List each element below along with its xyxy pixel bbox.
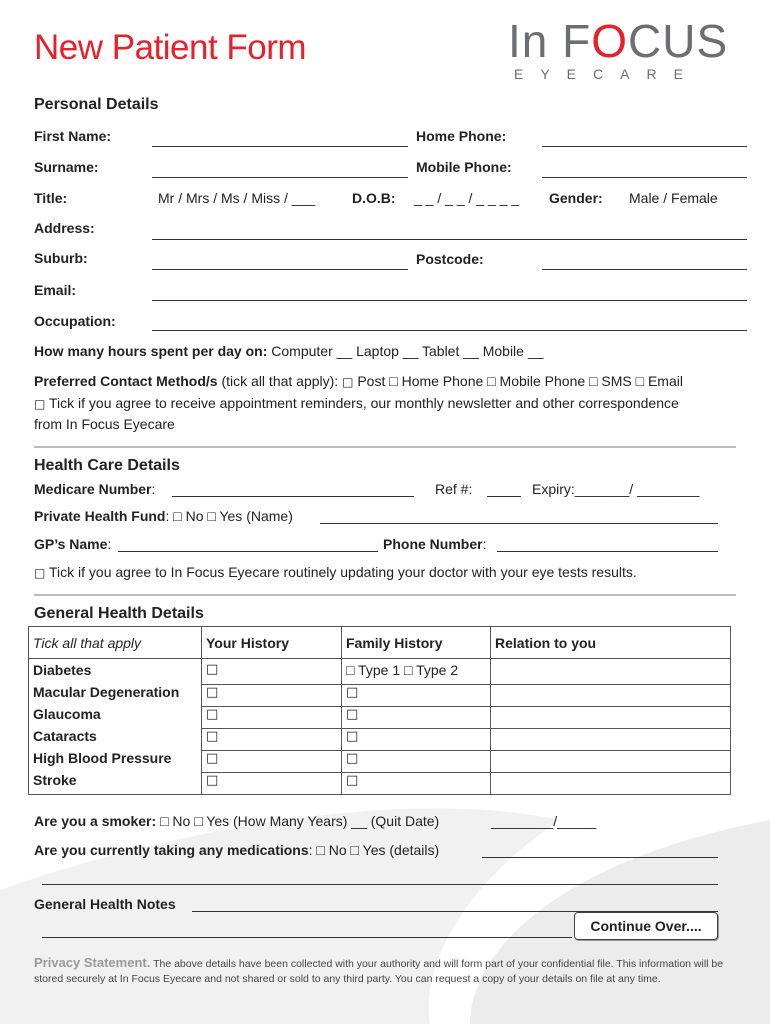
title-label: Title:: [34, 190, 68, 206]
your-history-checkbox[interactable]: □: [202, 772, 342, 795]
health-care-heading: Health Care Details: [34, 457, 180, 474]
reminders-consent: □ Tick if you agree to receive appointment reminders, our monthly newsletter and other correspondence: [34, 395, 679, 411]
family-history-checkbox[interactable]: □: [342, 772, 491, 795]
table-header: Your History: [202, 627, 342, 659]
quit-date-field[interactable]: ________/_____: [491, 813, 597, 829]
table-row: Macular Degeneration □ □: [29, 684, 731, 706]
surname-label: Surname:: [34, 159, 99, 175]
email-label: Email:: [34, 282, 77, 298]
table-row: High Blood Pressure □ □: [29, 750, 731, 772]
occupation-label: Occupation:: [34, 313, 116, 329]
checkbox-icon[interactable]: □: [34, 566, 46, 580]
medications-question: Are you currently taking any medications: □ No □ Yes (details): [34, 842, 440, 858]
continue-over-button[interactable]: Continue Over....: [574, 912, 718, 940]
table-header: Tick all that apply: [29, 627, 202, 659]
your-history-checkbox[interactable]: □: [202, 750, 342, 772]
reminders-consent-cont: from In Focus Eyecare: [34, 416, 175, 432]
family-history-checkbox[interactable]: □ Type 1 □ Type 2: [342, 659, 491, 685]
relation-field[interactable]: [491, 706, 731, 728]
private-health-fund: Private Health Fund: □ No □ Yes (Name): [34, 508, 293, 524]
privacy-text: The above details have been collected with your authority and will form part of your confidential file. This information will be stored securely at In Focus Eyecare and not shared or sold to any third party. You can request a copy of your details on file at any time.: [34, 958, 724, 985]
fund-name-field[interactable]: [320, 523, 718, 524]
fund-options[interactable]: : □ No □ Yes (Name): [165, 508, 293, 524]
medicare-field[interactable]: [172, 496, 414, 497]
first-name-field[interactable]: [152, 146, 408, 147]
personal-details-heading: Personal Details: [34, 96, 159, 113]
table-header: Relation to you: [491, 627, 731, 659]
home-phone-label: Home Phone:: [416, 128, 507, 144]
email-field[interactable]: [152, 300, 747, 301]
hours-options[interactable]: Computer __ Laptop __ Tablet __ Mobile __: [267, 343, 544, 359]
dob-field[interactable]: _ _ / _ _ / _ _ _ _: [414, 190, 520, 206]
relation-field[interactable]: [491, 684, 731, 706]
suburb-label: Suburb:: [34, 250, 88, 266]
gp-phone-label: Phone Number:: [383, 536, 487, 552]
table-row: Glaucoma □ □: [29, 706, 731, 728]
contact-method-row: Preferred Contact Method/s (tick all that apply): □ Post □ Home Phone □ Mobile Phone □ SMS □ Email: [34, 373, 683, 389]
ref-field[interactable]: [487, 496, 521, 497]
smoker-options[interactable]: □ No □ Yes (How Many Years) __ (Quit Date): [160, 813, 440, 829]
general-health-table: [28, 626, 731, 795]
postcode-label: Postcode:: [416, 251, 484, 267]
hours-question: How many hours spent per day on: Computer __ Laptop __ Tablet __ Mobile __: [34, 343, 544, 359]
medicare-label: Medicare Number:: [34, 481, 156, 497]
occupation-field[interactable]: [152, 330, 747, 331]
relation-field[interactable]: [491, 772, 731, 795]
family-history-checkbox[interactable]: □: [342, 684, 491, 706]
title-options[interactable]: Mr / Mrs / Ms / Miss / ___: [158, 190, 316, 206]
medications-details-field-2[interactable]: [42, 884, 718, 885]
general-notes-label: General Health Notes: [34, 896, 176, 912]
general-health-heading: General Health Details: [34, 605, 204, 622]
your-history-checkbox[interactable]: □: [202, 684, 342, 706]
gp-phone-field[interactable]: [497, 551, 718, 552]
surname-field[interactable]: [152, 177, 408, 178]
medications-options[interactable]: : □ No □ Yes (details): [308, 842, 440, 858]
doctor-update-consent: □ Tick if you agree to In Focus Eyecare routinely updating your doctor with your eye tests results.: [34, 564, 637, 580]
your-history-checkbox[interactable]: □: [202, 706, 342, 728]
table-row: Diabetes □ □ Type 1 □ Type 2: [29, 659, 731, 685]
table-row: Stroke □ □: [29, 772, 731, 795]
address-label: Address:: [34, 220, 95, 236]
infocus-logo: In FOCUS EYECARE: [508, 15, 729, 82]
relation-field[interactable]: [491, 659, 731, 685]
your-history-checkbox[interactable]: □: [202, 728, 342, 750]
page-title: New Patient Form: [34, 28, 307, 67]
home-phone-field[interactable]: [542, 146, 747, 147]
relation-field[interactable]: [491, 750, 731, 772]
medications-details-field[interactable]: [482, 857, 718, 858]
your-history-checkbox[interactable]: □: [202, 659, 342, 685]
checkbox-icon[interactable]: □: [342, 375, 354, 389]
dob-label: D.O.B:: [352, 190, 396, 206]
gp-name-field[interactable]: [118, 551, 378, 552]
table-header: Family History: [342, 627, 491, 659]
mobile-phone-label: Mobile Phone:: [416, 159, 512, 175]
gender-label: Gender:: [549, 190, 603, 206]
contact-options[interactable]: Post □ Home Phone □ Mobile Phone □ SMS □ Email: [357, 373, 683, 389]
smoker-question: Are you a smoker: □ No □ Yes (How Many Years) __ (Quit Date): [34, 813, 440, 829]
family-history-checkbox[interactable]: □: [342, 728, 491, 750]
address-field[interactable]: [152, 239, 747, 240]
postcode-field[interactable]: [542, 269, 747, 270]
checkbox-icon[interactable]: □: [34, 397, 46, 411]
expiry-field[interactable]: Expiry:_______/ ________: [532, 481, 700, 497]
family-history-checkbox[interactable]: □: [342, 750, 491, 772]
mobile-phone-field[interactable]: [542, 177, 747, 178]
privacy-title: Privacy Statement.: [34, 955, 151, 970]
ref-label: Ref #:: [435, 481, 473, 497]
gender-options[interactable]: Male / Female: [629, 190, 718, 206]
section-divider: [34, 446, 736, 448]
family-history-checkbox[interactable]: □: [342, 706, 491, 728]
first-name-label: First Name:: [34, 128, 112, 144]
general-notes-field-2[interactable]: [42, 937, 572, 938]
privacy-statement: [34, 955, 734, 987]
suburb-field[interactable]: [152, 269, 408, 270]
table-row: Cataracts □ □: [29, 728, 731, 750]
relation-field[interactable]: [491, 728, 731, 750]
gp-name-label: GP’s Name:: [34, 536, 112, 552]
section-divider: [34, 594, 736, 596]
